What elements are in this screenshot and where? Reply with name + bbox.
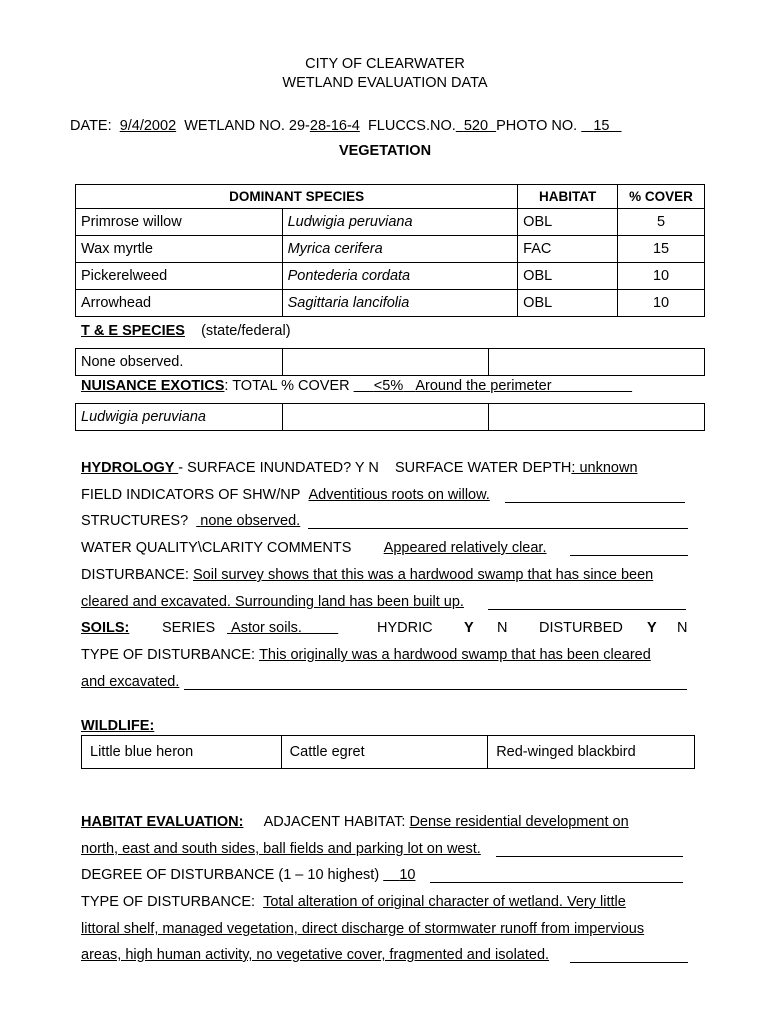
adjacent-value-1: Dense residential development on: [409, 814, 629, 830]
vegetation-table: [75, 184, 705, 317]
water-quality-value: Appeared relatively clear.: [383, 540, 547, 556]
te-value: None observed.: [76, 349, 283, 376]
habitat-line: HABITAT EVALUATION: ADJACENT HABITAT: Dense residential development on: [81, 814, 629, 830]
hydrology-label: HYDROLOGY: [81, 460, 179, 476]
col-species: DOMINANT SPECIES: [76, 185, 518, 209]
habitat-disturbance-value-1: Total alteration of original character of wetland. Very little: [263, 894, 626, 910]
nuisance-table: [75, 403, 705, 431]
adjacent-line-2: [81, 841, 688, 857]
col-cover: % COVER: [618, 185, 705, 209]
wildlife-table: [81, 735, 695, 769]
field-indicators-value: Adventitious roots on willow.: [308, 487, 490, 503]
habitat-disturbance-line-2: [81, 921, 688, 937]
te-label: T & E SPECIES: [81, 323, 185, 339]
col-habitat: HABITAT: [518, 185, 618, 209]
degree-value: 10: [399, 867, 416, 883]
soil-disturbance-line-2: [81, 674, 688, 690]
disturbance-value-2: cleared and excavated. Surrounding land has been built up.: [81, 594, 464, 610]
te-table: [75, 348, 705, 376]
hydrology-line: HYDROLOGY - SURFACE INUNDATED? Y N SURFACE WATER DEPTH: unknown: [81, 460, 638, 476]
soils-label: SOILS:: [81, 620, 130, 636]
info-line: DATE: 9/4/2002 WETLAND NO. 29-28-16-4 FLUCCS.NO. 520 PHOTO NO. 15: [70, 118, 622, 134]
table-row: Wax myrtle Myrica cerifera FAC 15: [76, 236, 705, 263]
habitat-disturbance-value-2: littoral shelf, managed vegetation, direct discharge of stormwater runoff from impervious: [81, 921, 645, 937]
list-item: Cattle egret: [281, 736, 488, 769]
structures-value: none observed.: [200, 513, 301, 529]
disturbance-line-2: [81, 594, 688, 610]
soil-disturbance-line: TYPE OF DISTURBANCE: This originally was a hardwood swamp that has been cleared: [81, 647, 651, 663]
list-item: Red-winged blackbird: [488, 736, 695, 769]
nuisance-label: NUISANCE EXOTICS: [81, 378, 225, 394]
disturbance-line: DISTURBANCE: Soil survey shows that this was a hardwood swamp that has since been: [81, 567, 654, 583]
city-title: CITY OF CLEARWATER: [305, 56, 465, 72]
soils-line: SOILS: SERIES Astor soils. HYDRIC Y N DISTURBED Y N: [81, 620, 688, 636]
table-row: Primrose willow Ludwigia peruviana OBL 5: [76, 209, 705, 236]
wetland-no: 28-16-4: [309, 118, 360, 134]
habitat-label: HABITAT EVALUATION:: [81, 814, 244, 830]
photo-no: 15: [593, 118, 610, 134]
adjacent-value-2: north, east and south sides, ball fields and parking lot on west.: [81, 841, 481, 857]
degree-line: DEGREE OF DISTURBANCE (1 – 10 highest) 10: [81, 867, 416, 883]
habitat-disturbance-line-3: [81, 947, 688, 963]
te-label-line: T & E SPECIES (state/federal): [81, 323, 291, 339]
disturbance-value-1: Soil survey shows that this was a hardwood swamp that has since been: [193, 567, 654, 583]
nuisance-total: <5%: [373, 378, 404, 394]
wildlife-label: WILDLIFE:: [81, 718, 155, 734]
soils-series: Astor soils.: [231, 620, 302, 636]
habitat-disturbance-value-3: areas, high human activity, no vegetative cover, fragmented and isolated.: [81, 947, 550, 963]
table-row: Pickerelweed Pontederia cordata OBL 10: [76, 263, 705, 290]
fluccs-no: 520: [463, 118, 489, 134]
date-value: 9/4/2002: [119, 118, 177, 134]
list-item: Little blue heron: [82, 736, 282, 769]
habitat-disturbance-line: TYPE OF DISTURBANCE: Total alteration of original character of wetland. Very little: [81, 894, 626, 910]
nuisance-note: Around the perimeter: [415, 378, 552, 394]
depth-value: : unknown: [571, 460, 638, 476]
nuisance-species: Ludwigia peruviana: [76, 404, 283, 431]
table-row: Arrowhead Sagittaria lancifolia OBL 10: [76, 290, 705, 317]
vegetation-heading: VEGETATION: [338, 143, 432, 159]
soil-disturbance-value-2: and excavated.: [81, 674, 180, 690]
form-title: WETLAND EVALUATION DATA: [282, 75, 488, 91]
field-indicators-line: FIELD INDICATORS OF SHW/NP Adventitious roots on willow.: [81, 487, 490, 503]
soil-disturbance-value-1: This originally was a hardwood swamp that has been cleared: [259, 647, 651, 663]
structures-line: STRUCTURES? none observed.: [81, 513, 301, 529]
nuisance-line: NUISANCE EXOTICS: TOTAL % COVER <5% Around the perimeter: [81, 378, 552, 394]
water-quality-line: WATER QUALITY\CLARITY COMMENTS Appeared relatively clear.: [81, 540, 547, 556]
